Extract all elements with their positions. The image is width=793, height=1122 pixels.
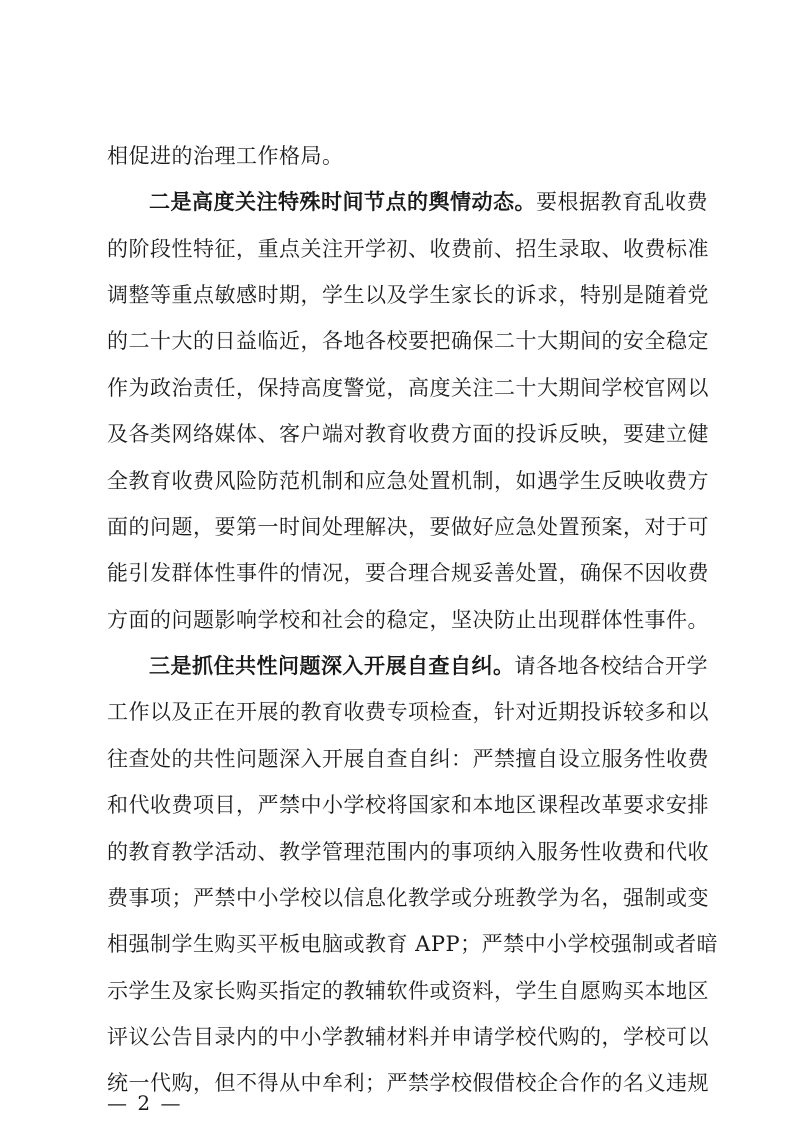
text-line: 相促进的治理工作格局。: [107, 144, 344, 168]
paragraph-heading-line: [149, 648, 708, 684]
text-line: 相强制学生购买平板电脑或教育 APP；严禁中小学校强制或者暗: [107, 932, 719, 956]
text-line: 示学生及家长购买指定的教辅软件或资料，学生自愿购买本地区: [107, 979, 709, 1003]
text-line: 全教育收费风险防范机制和应急处置机制，如遇学生反映收费方: [107, 469, 709, 493]
text-line: 的阶段性特征，重点关注开学初、收费前、招生录取、收费标准: [107, 237, 709, 261]
paragraph-heading-line: [149, 184, 708, 220]
text-line: 调整等重点敏感时期，学生以及学生家长的诉求，特别是随着党: [107, 283, 709, 307]
paragraph-heading: 二是高度关注特殊时间节点的舆情动态。: [149, 190, 536, 214]
paragraph-text: 请各地各校结合开学: [514, 654, 708, 678]
page-number: — 2 —: [107, 1091, 183, 1115]
text-line: 面的问题，要第一时间处理解决，要做好应急处置预案，对于可: [107, 515, 709, 539]
paragraph-text: 要根据教育乱收费: [536, 190, 708, 214]
text-line: 往查处的共性问题深入开展自查自纠：严禁擅自设立服务性收费: [107, 747, 709, 771]
text-line: 评议公告目录内的中小学教辅材料并申请学校代购的，学校可以: [107, 1025, 709, 1049]
text-line: 作为政治责任，保持高度警觉，高度关注二十大期间学校官网以: [107, 376, 709, 400]
text-line: 工作以及正在开展的教育收费专项检查，针对近期投诉较多和以: [107, 700, 709, 724]
paragraph-heading: 三是抓住共性问题深入开展自查自纠。: [149, 654, 515, 678]
text-line: 的二十大的日益临近，各地各校要把确保二十大期间的安全稳定: [107, 329, 709, 353]
text-line: 和代收费项目，严禁中小学校将国家和本地区课程改革要求安排: [107, 793, 709, 817]
text-line: 的教育教学活动、教学管理范围内的事项纳入服务性收费和代收: [107, 840, 709, 864]
text-line: 费事项；严禁中小学校以信息化教学或分班教学为名，强制或变: [107, 886, 709, 910]
text-line: 统一代购，但不得从中牟利；严禁学校假借校企合作的名义违规: [107, 1071, 709, 1095]
text-line: 能引发群体性事件的情况，要合理合规妥善处置，确保不因收费: [107, 561, 709, 585]
text-line: 及各类网络媒体、客户端对教育收费方面的投诉反映，要建立健: [107, 422, 709, 446]
text-line: 方面的问题影响学校和社会的稳定，坚决防止出现群体性事件。: [107, 608, 709, 632]
